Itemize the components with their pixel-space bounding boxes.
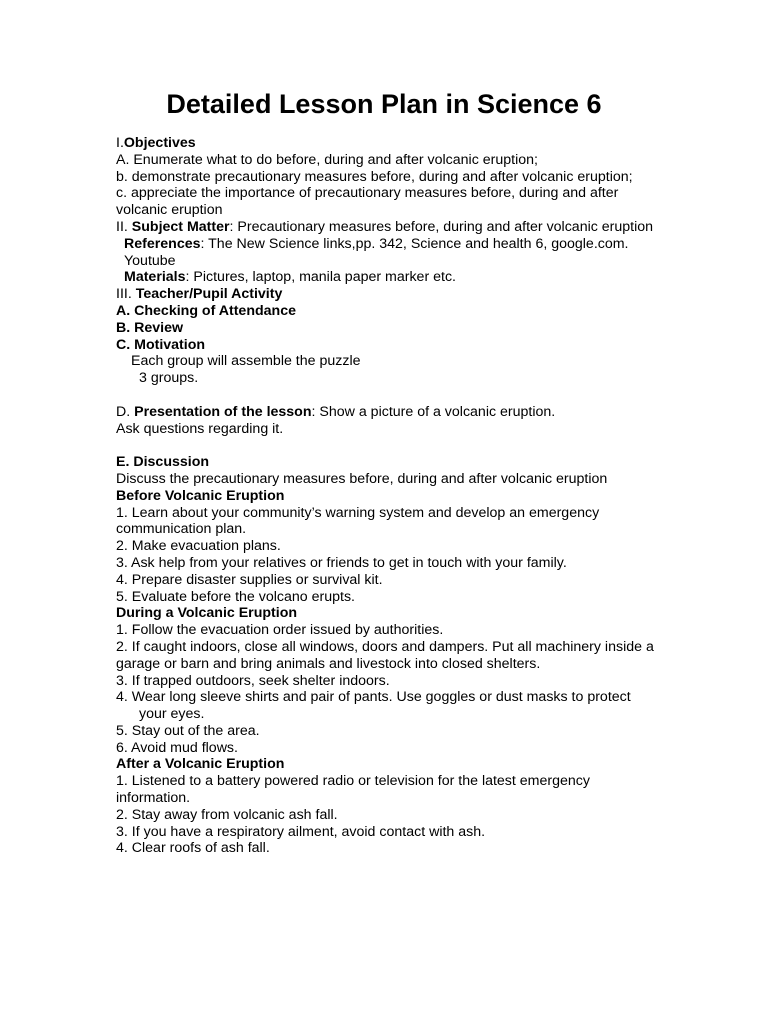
section-number: III. xyxy=(116,286,136,303)
subject-matter xyxy=(116,219,656,236)
list-item: 3. If trapped outdoors, seek shelter indoors. xyxy=(116,672,390,689)
objectives-heading xyxy=(116,135,656,152)
document-body xyxy=(116,135,656,857)
presentation-text-2: Ask questions regarding it. xyxy=(116,420,284,437)
section-heading: Objectives xyxy=(123,135,196,151)
motivation-text-1: Each group will assemble the puzzle xyxy=(131,353,361,370)
objective-c: c. appreciate the importance of precautionary measures before, during and after volcanic eruption xyxy=(116,185,619,219)
list-item: 2. Stay away from volcanic ash fall. xyxy=(116,806,338,823)
activity-c: C. Motivation xyxy=(116,336,206,353)
list-item: 4. Wear long sleeve shirts and pair of pants. Use goggles or dust masks to protect xyxy=(116,689,631,706)
discussion-intro: Discuss the precautionary measures before, during and after volcanic eruption xyxy=(116,470,608,487)
objective-b: b. demonstrate precautionary measures before, during and after volcanic eruption; xyxy=(116,168,633,185)
discussion-heading: E. Discussion xyxy=(116,454,210,471)
spacer xyxy=(116,387,656,404)
list-item: 4. Prepare disaster supplies or survival kit. xyxy=(116,571,383,588)
item-heading: Presentation of the lesson xyxy=(134,403,312,420)
materials-label: Materials xyxy=(124,269,186,286)
list-item: 5. Stay out of the area. xyxy=(116,722,260,739)
list-item: 1. Follow the evacuation order issued by authorities. xyxy=(116,622,444,639)
list-item: 5. Evaluate before the volcano erupts. xyxy=(116,588,355,605)
item-number: D. xyxy=(116,403,135,420)
section-text: : Precautionary measures before, during and after volcanic eruption xyxy=(229,218,654,235)
references-label: References xyxy=(124,235,201,252)
section-number: I. xyxy=(116,135,124,151)
document-title: Detailed Lesson Plan in Science 6 xyxy=(166,89,602,119)
motivation-text-2: 3 groups. xyxy=(139,370,199,387)
activity-b: B. Review xyxy=(116,319,184,336)
before-heading: Before Volcanic Eruption xyxy=(116,487,285,504)
during-heading: During a Volcanic Eruption xyxy=(116,605,298,622)
materials-text: : Pictures, laptop, manila paper marker etc. xyxy=(185,269,456,286)
references xyxy=(116,236,656,270)
item-text: : Show a picture of a volcanic eruption. xyxy=(311,403,556,420)
list-item: 1. Learn about your community’s warning system and develop an emergency communication plan. xyxy=(116,504,600,538)
list-item: 3. Ask help from your relatives or friends to get in touch with your family. xyxy=(116,554,567,571)
section-number: II. xyxy=(116,218,132,235)
list-item: 6. Avoid mud flows. xyxy=(116,739,238,756)
section-heading: Subject Matter xyxy=(131,218,230,235)
after-heading: After a Volcanic Eruption xyxy=(116,756,285,773)
section-heading: Teacher/Pupil Activity xyxy=(135,286,283,303)
activity-heading xyxy=(116,286,656,303)
list-item: 2. Make evacuation plans. xyxy=(116,538,281,555)
objective-a: A. Enumerate what to do before, during and after volcanic eruption; xyxy=(116,151,538,168)
list-item: 1. Listened to a battery powered radio or television for the latest emergency information. xyxy=(116,773,590,807)
list-item: 3. If you have a respiratory ailment, avoid contact with ash. xyxy=(116,823,486,840)
materials xyxy=(116,269,656,286)
spacer xyxy=(116,437,656,454)
list-item-continued: your eyes. xyxy=(139,706,205,723)
list-item: 4. Clear roofs of ash fall. xyxy=(116,840,270,857)
references-text: : The New Science links,pp. 342, Science and health 6, google.com. Youtube xyxy=(124,235,629,269)
presentation-of-lesson xyxy=(116,404,656,421)
activity-a: A. Checking of Attendance xyxy=(116,302,296,319)
list-item: 2. If caught indoors, close all windows, doors and dampers. Put all machinery inside a garage or barn and bring animals and livestock into closed shelters. xyxy=(116,638,654,672)
